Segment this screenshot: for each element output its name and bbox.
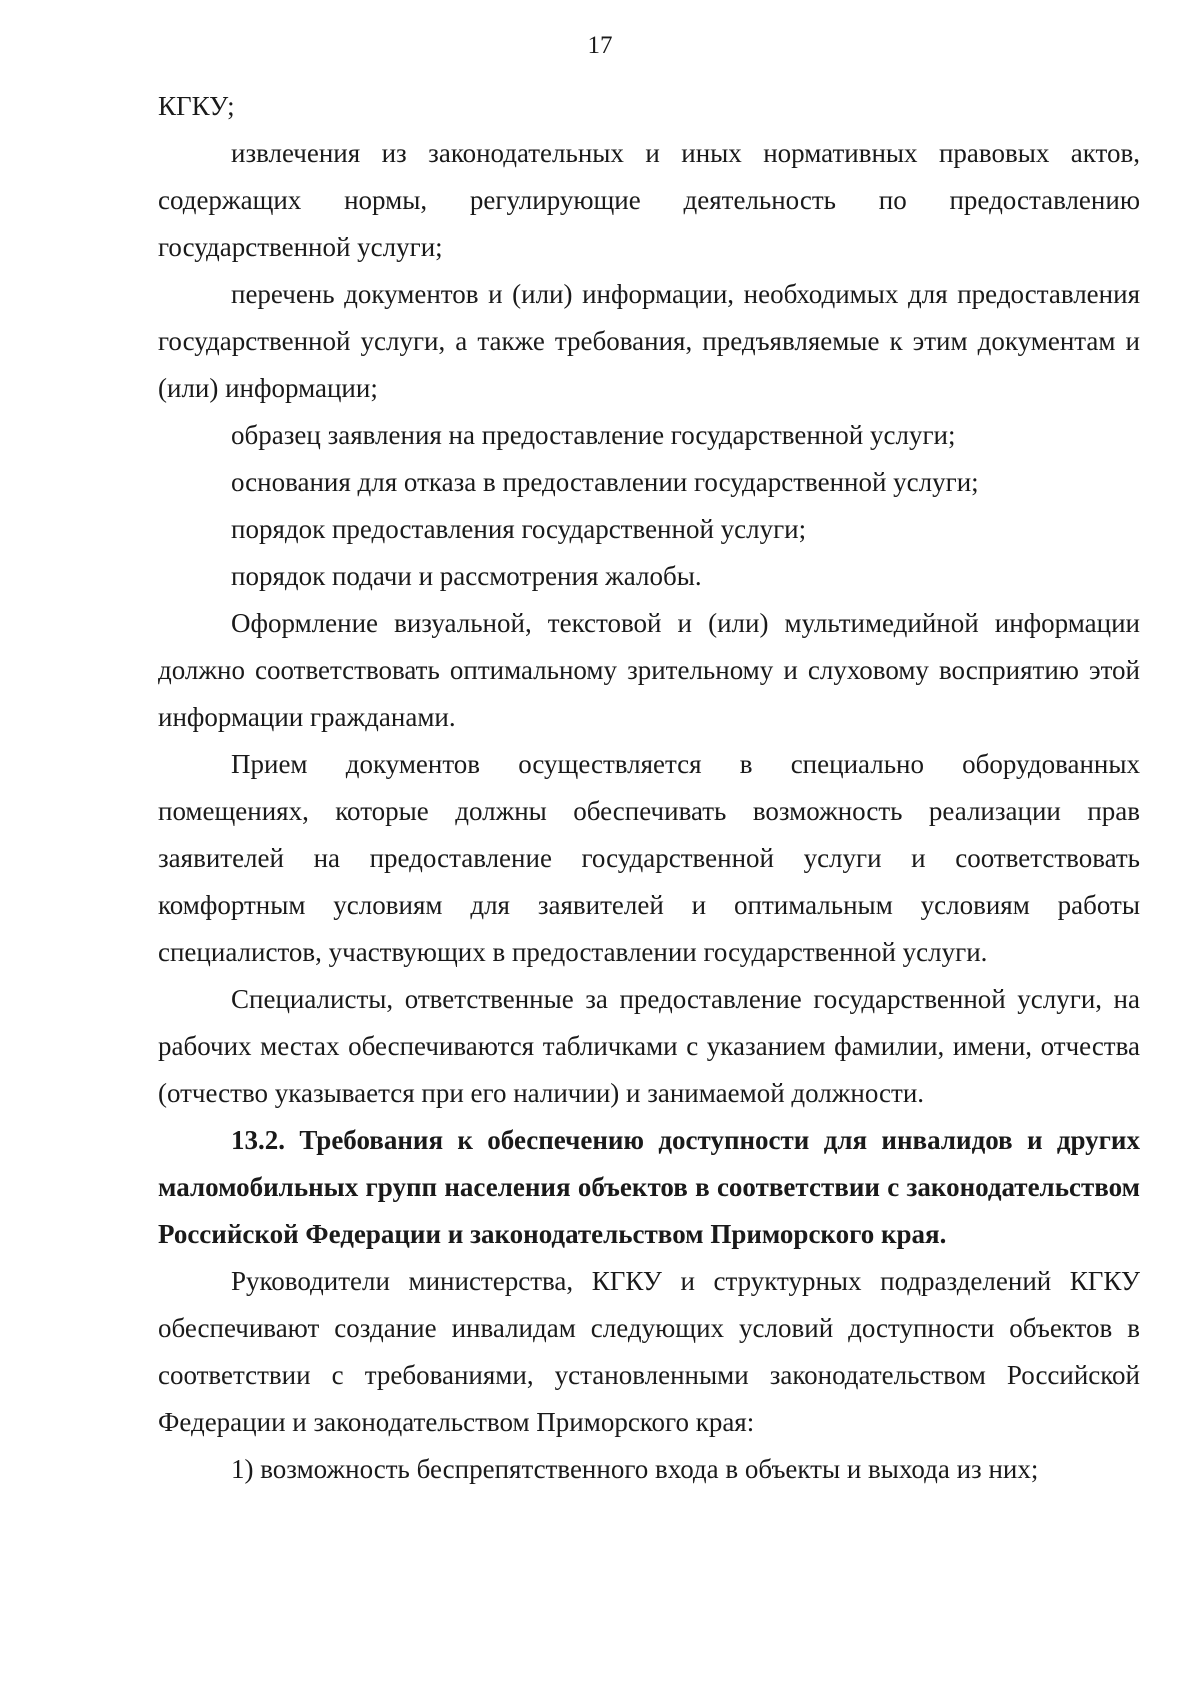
paragraph-information-design: Оформление визуальной, текстовой и (или) мультимедийной информации должно соответствовать оптимальному зрительному и слуховому восприятию этой информации гражданами.: [158, 608, 1140, 732]
document-body: [158, 83, 1140, 1493]
paragraph-specialists-nameplates: Специалисты, ответственные за предоставление государственной услуги, на рабочих местах обеспечиваются табличками с указанием фамилии, имени, отчества (отчество указывается при его наличии) и занимаемой должности.: [158, 984, 1140, 1108]
page-number: 17: [587, 32, 613, 59]
paragraph-kgku: КГКУ;: [158, 91, 235, 121]
list-item-entrance-exit: 1) возможность беспрепятственного входа в объекты и выхода из них;: [231, 1454, 1039, 1484]
section-heading: 13.2. Требования к обеспечению доступности для инвалидов и других маломобильных групп населения объектов в соответствии с законодательством Российской Федерации и законодательством Приморского края.: [158, 1125, 1140, 1249]
paragraph-complaint-procedure: порядок подачи и рассмотрения жалобы.: [231, 561, 702, 591]
paragraph-refusal-grounds: основания для отказа в предоставлении государственной услуги;: [231, 467, 979, 497]
paragraph-managers-obligations: Руководители министерства, КГКУ и структурных подразделений КГКУ обеспечивают создание инвалидам следующих условий доступности объектов в соответствии с требованиями, установленными законодательством Российской Федерации и законодательством Приморского края:: [158, 1266, 1140, 1437]
paragraph-documents-list: перечень документов и (или) информации, необходимых для предоставления государственной услуги, а также требования, предъявляемые к этим документам и (или) информации;: [158, 279, 1140, 403]
paragraph-legal-extracts: извлечения из законодательных и иных нормативных правовых актов, содержащих нормы, регулирующие деятельность по предоставлению государственной услуги;: [158, 138, 1140, 262]
paragraph-document-reception: Прием документов осуществляется в специально оборудованных помещениях, которые должны обеспечивать возможность реализации прав заявителей на предоставление государственной услуги и соответствовать комфортным условиям для заявителей и оптимальным условиям работы специалистов, участвующих в предоставлении государственной услуги.: [158, 749, 1140, 967]
paragraph-application-sample: образец заявления на предоставление государственной услуги;: [231, 420, 956, 450]
paragraph-service-procedure: порядок предоставления государственной услуги;: [231, 514, 807, 544]
